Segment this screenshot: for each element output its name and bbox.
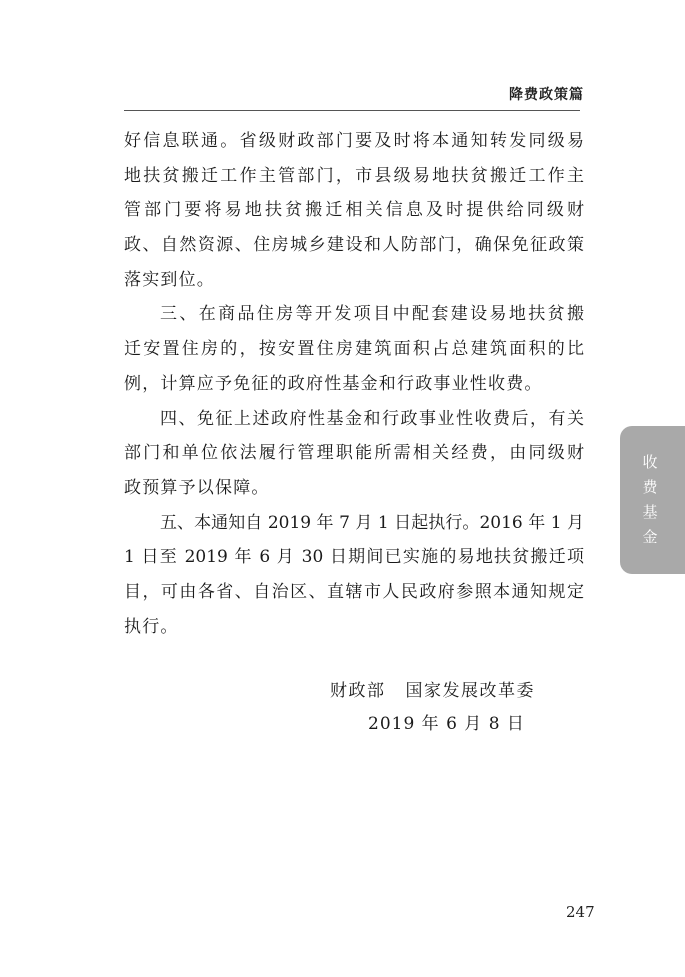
text-line: 三、在商品住房等开发项目中配套建设易地扶贫搬 xyxy=(160,304,584,325)
text-line: 执行。 xyxy=(124,616,179,637)
text-line: 四、免征上述政府性基金和行政事业性收费后，有关 xyxy=(160,408,584,429)
text-line: 目，可由各省、自治区、直辖市人民政府参照本通知规定 xyxy=(124,581,584,602)
running-header: 降费政策篇 xyxy=(509,87,584,103)
text-line: 好信息联通。省级财政部门要及时将本通知转发同级易 xyxy=(124,131,584,151)
signature-orgs xyxy=(330,676,535,701)
text-line: 政、自然资源、住房城乡建设和人防部门，确保免征政策 xyxy=(124,235,584,256)
text-line: 例，计算应予免征的政府性基金和行政事业性收费。 xyxy=(124,373,543,394)
text-line: 1 日至 2019 年 6 月 30 日期间已实施的易地扶贫搬迁项 xyxy=(124,547,584,568)
signature-org-2: 国家发展改革委 xyxy=(405,681,535,701)
text-line: 地扶贫搬迁工作主管部门，市县级易地扶贫搬迁工作主 xyxy=(124,165,584,186)
side-tab-char: 收 xyxy=(642,453,658,471)
text-line: 五、本通知自 2019 年 7 月 1 日起执行。2016 年 1 月 xyxy=(160,512,584,533)
text-line: 落实到位。 xyxy=(124,269,215,290)
text-line: 政预算予以保障。 xyxy=(124,477,270,498)
signature-org-1: 财政部 xyxy=(330,681,386,701)
signature-date: 2019 年 6 月 8 日 xyxy=(368,714,525,734)
text-line: 部门和单位依法履行管理职能所需相关经费，由同级财 xyxy=(124,443,584,464)
text-line: 管部门要将易地扶贫搬迁相关信息及时提供给同级财 xyxy=(124,200,584,221)
side-tab-char: 基 xyxy=(642,503,658,521)
section-side-tab xyxy=(620,426,685,574)
side-tab-char: 费 xyxy=(642,478,658,496)
text-line: 迁安置住房的，按安置住房建筑面积占总建筑面积的比 xyxy=(124,339,584,360)
page-number: 247 xyxy=(566,903,595,921)
side-tab-char: 金 xyxy=(642,528,658,546)
header-divider xyxy=(124,110,580,111)
document-body xyxy=(124,124,584,644)
